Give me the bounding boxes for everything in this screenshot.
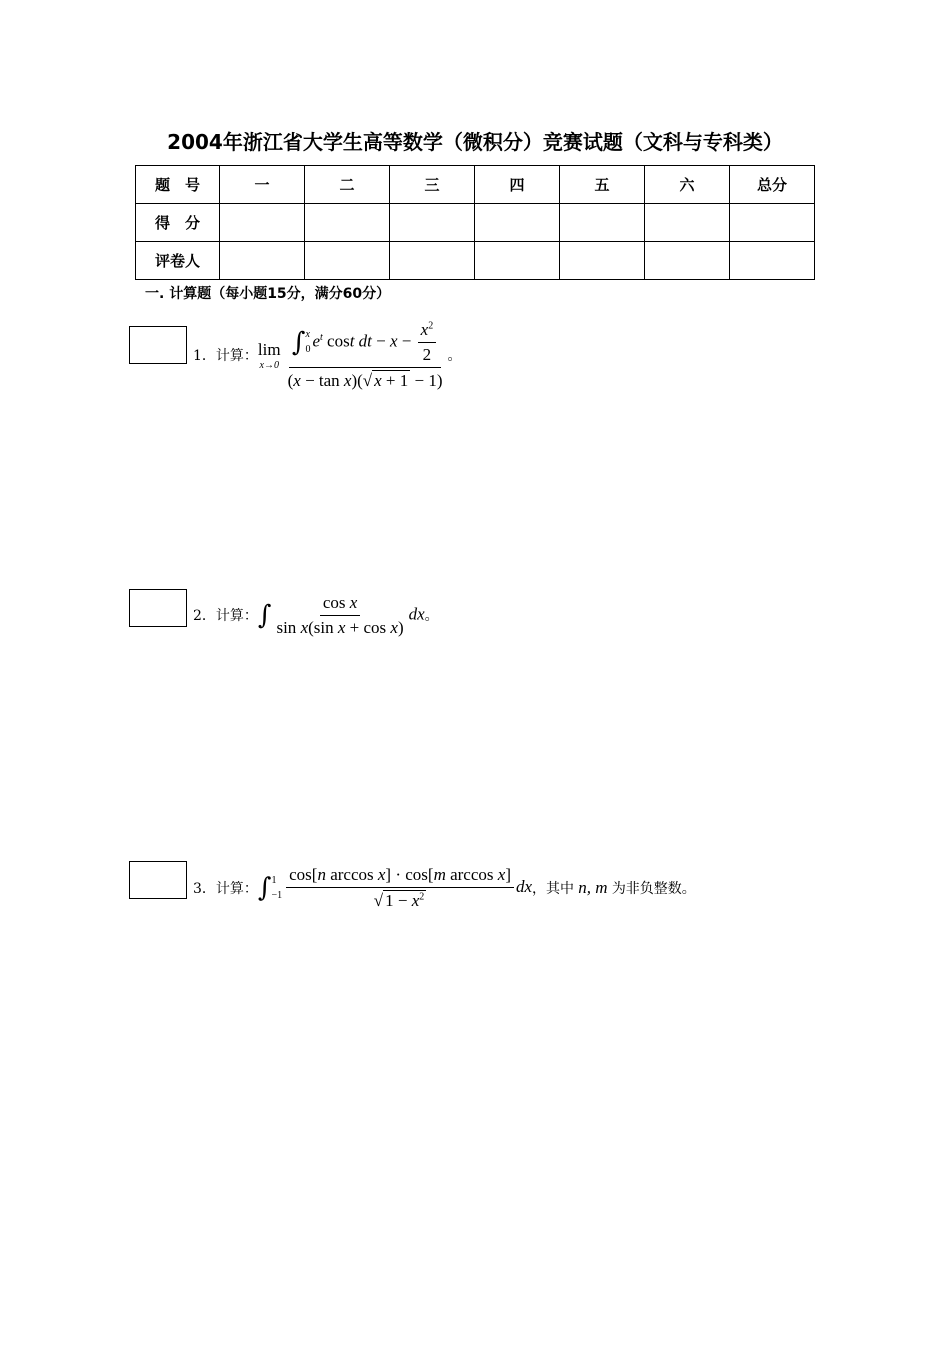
- score-cell[interactable]: [475, 204, 560, 242]
- header-cell: 四: [475, 166, 560, 204]
- score-cell[interactable]: [730, 204, 815, 242]
- score-cell[interactable]: [645, 204, 730, 242]
- table-row: [136, 242, 815, 280]
- grader-cell[interactable]: [560, 242, 645, 280]
- score-cell[interactable]: [390, 204, 475, 242]
- question-end: 。: [424, 608, 439, 624]
- header-cell: 题 号: [136, 166, 220, 204]
- grader-cell[interactable]: [645, 242, 730, 280]
- grader-cell[interactable]: [390, 242, 475, 280]
- score-cell[interactable]: [560, 204, 645, 242]
- question-1: [193, 318, 462, 392]
- variables: n, m: [574, 878, 612, 897]
- table-row: [136, 166, 815, 204]
- score-cell[interactable]: [220, 204, 305, 242]
- header-cell: 二: [305, 166, 390, 204]
- question-2: [193, 590, 439, 640]
- question-number: 1．计算：: [193, 348, 258, 364]
- score-box[interactable]: [129, 861, 187, 899]
- formula: ∫ $\frac{\text{cos x}}{\text{sin x(sin x + cos x)}}$ dx: [257, 592, 425, 637]
- score-cell[interactable]: [305, 204, 390, 242]
- question-number: 3．计算：: [193, 881, 258, 897]
- header-cell: 三: [390, 166, 475, 204]
- section-heading: 一. 计算题（每小题15分，满分60分）: [145, 286, 391, 302]
- header-cell: 五: [560, 166, 645, 204]
- row-label: 得 分: [136, 204, 220, 242]
- limit: lim x→0: [257, 339, 281, 371]
- question-number: 2．计算：: [193, 608, 258, 624]
- question-tail: ，其中: [532, 881, 575, 897]
- score-box[interactable]: [129, 589, 187, 627]
- score-box[interactable]: [129, 326, 187, 364]
- score-table: [135, 165, 815, 280]
- row-label: 评卷人: [136, 242, 220, 280]
- table-row: [136, 204, 815, 242]
- question-tail2: 为非负整数。: [611, 881, 696, 897]
- question-3: [193, 860, 696, 916]
- grader-cell[interactable]: [220, 242, 305, 280]
- question-end: 。: [447, 348, 462, 364]
- grader-cell[interactable]: [305, 242, 390, 280]
- header-cell: 一: [220, 166, 305, 204]
- formula: ∫ x 0 $e^t$ cost dt − x − $\frac{x^2}{2}$ (x − tan x)(√ x + 1 − 1): [287, 319, 443, 390]
- header-cell: 总分: [730, 166, 815, 204]
- formula: ∫ 1 −1 $\frac{\text{cos[n arccos x] · cos[m arccos x]}}{√ 1 - x^2}$ dx: [257, 865, 533, 910]
- header-cell: 六: [645, 166, 730, 204]
- grader-cell[interactable]: [730, 242, 815, 280]
- page-title: 2004年浙江省大学生高等数学（微积分）竞赛试题（文科与专科类）: [167, 130, 783, 154]
- grader-cell[interactable]: [475, 242, 560, 280]
